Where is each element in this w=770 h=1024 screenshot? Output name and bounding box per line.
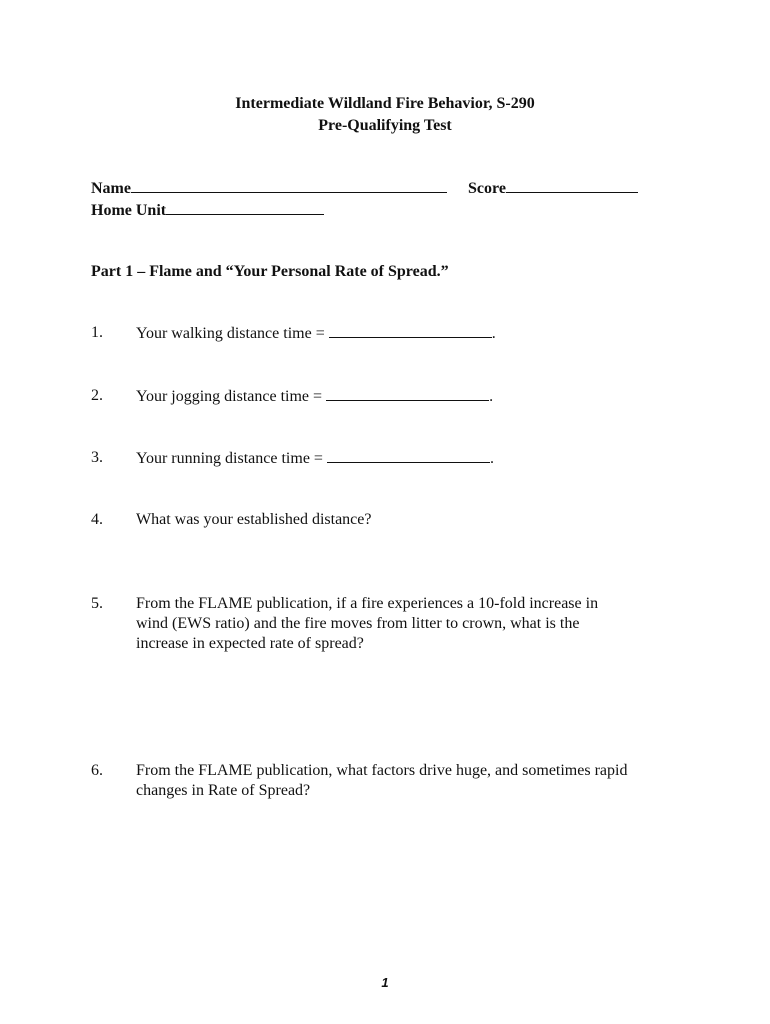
- document-subtitle: Pre-Qualifying Test: [318, 117, 452, 134]
- answer-blank-line[interactable]: [327, 448, 490, 463]
- question-number: 1.: [91, 324, 103, 341]
- home-unit-label: Home Unit: [91, 202, 167, 219]
- page-number: 1: [381, 975, 389, 990]
- question-text: Your walking distance time = .: [136, 325, 496, 342]
- score-field: [468, 178, 638, 199]
- home-unit-blank-line[interactable]: [166, 200, 324, 215]
- name-label: Name: [91, 180, 131, 197]
- question-number: 4.: [91, 511, 103, 528]
- question-text: Your jogging distance time = .: [136, 388, 494, 405]
- score-blank-line[interactable]: [506, 178, 638, 193]
- question-number: 6.: [91, 762, 103, 779]
- question-text: Your running distance time = .: [136, 450, 494, 467]
- name-field: [91, 178, 447, 199]
- answer-blank-line[interactable]: [329, 323, 492, 338]
- question-number: 2.: [91, 387, 103, 404]
- home-unit-field: [91, 200, 324, 221]
- document-title: Intermediate Wildland Fire Behavior, S-290: [235, 95, 535, 112]
- question-text: From the FLAME publication, if a fire experiences a 10-fold increase in wind (EWS ratio) and the fire moves from litter to crown, what is the increase in expected rate of spread?: [136, 595, 599, 652]
- question-number: 3.: [91, 449, 103, 466]
- part1-heading: Part 1 – Flame and “Your Personal Rate of Spread.”: [91, 263, 449, 280]
- name-blank-line[interactable]: [131, 178, 447, 193]
- question-number: 5.: [91, 595, 103, 612]
- question-text: What was your established distance?: [136, 511, 372, 528]
- answer-blank-line[interactable]: [326, 386, 489, 401]
- question-text: From the FLAME publication, what factors drive huge, and sometimes rapid changes in Rate of Spread?: [136, 762, 628, 799]
- score-label: Score: [468, 180, 506, 197]
